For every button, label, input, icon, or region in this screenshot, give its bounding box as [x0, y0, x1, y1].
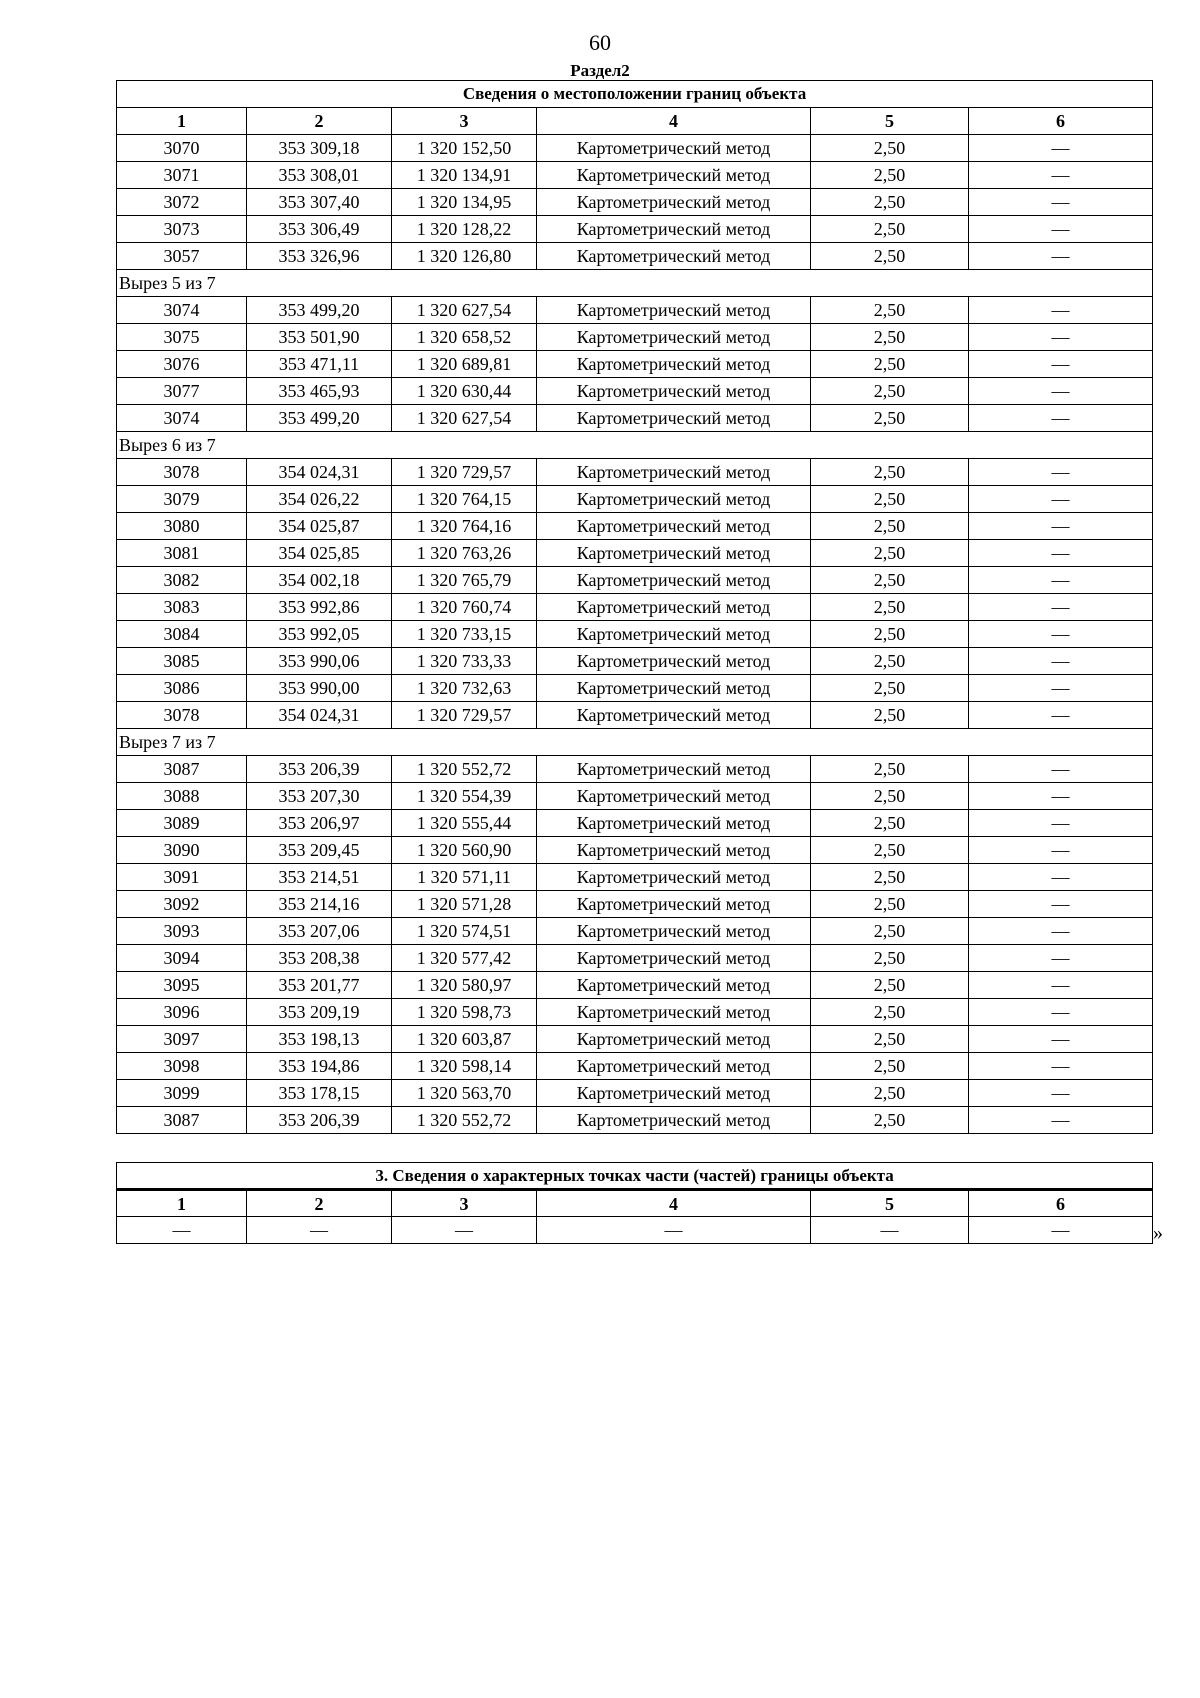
table-cell: 1 320 764,16 [392, 513, 537, 540]
table-row [117, 567, 1153, 594]
table-cell: — [969, 783, 1153, 810]
table-cell: 1 320 574,51 [392, 918, 537, 945]
table-cell: 1 320 577,42 [392, 945, 537, 972]
table-cell: 2,50 [811, 675, 969, 702]
table-cell: 2,50 [811, 162, 969, 189]
column-header: 5 [811, 108, 969, 135]
table-cell: 1 320 598,14 [392, 1053, 537, 1080]
table-cell: 2,50 [811, 567, 969, 594]
table-cell: 3074 [117, 297, 247, 324]
table-cell: Картометрический метод [537, 999, 811, 1026]
table-cell: 3085 [117, 648, 247, 675]
table-cell: Картометрический метод [537, 837, 811, 864]
table-cell: — [969, 162, 1153, 189]
table-row [117, 594, 1153, 621]
table-cell: 3080 [117, 513, 247, 540]
cutout-label-row [117, 729, 1153, 756]
table-cell: — [969, 486, 1153, 513]
table-row [117, 459, 1153, 486]
table-cell: 353 326,96 [247, 243, 392, 270]
table-cell: Картометрический метод [537, 945, 811, 972]
table-cell: 1 320 128,22 [392, 216, 537, 243]
cutout-label-row [117, 432, 1153, 459]
table-row [117, 972, 1153, 999]
table-cell: Картометрический метод [537, 810, 811, 837]
table-cell: Картометрический метод [537, 594, 811, 621]
table-cell: Картометрический метод [537, 648, 811, 675]
table-cell: 3072 [117, 189, 247, 216]
table-cell: 3096 [117, 999, 247, 1026]
table-cell: 1 320 552,72 [392, 756, 537, 783]
table-cell: — [969, 189, 1153, 216]
table-cell: 3091 [117, 864, 247, 891]
table-cell: 354 025,85 [247, 540, 392, 567]
table-cell: — [969, 999, 1153, 1026]
table-cell: 3057 [117, 243, 247, 270]
table-cell: 1 320 152,50 [392, 135, 537, 162]
table-row [117, 756, 1153, 783]
table-cell: 2,50 [811, 972, 969, 999]
table-cell: 3087 [117, 1107, 247, 1134]
table-cell: 353 306,49 [247, 216, 392, 243]
table-cell: 1 320 658,52 [392, 324, 537, 351]
table-cell: 353 207,06 [247, 918, 392, 945]
table-cell: 353 499,20 [247, 405, 392, 432]
table-cell: 3082 [117, 567, 247, 594]
table-title: 3. Сведения о характерных точках части (частей) границы объекта [117, 1163, 1153, 1190]
table-cell: 1 320 126,80 [392, 243, 537, 270]
table-row [117, 486, 1153, 513]
table-cell: — [969, 297, 1153, 324]
column-header: 1 [117, 108, 247, 135]
table-cell: — [969, 918, 1153, 945]
table-cell: 3077 [117, 378, 247, 405]
table-cell: 2,50 [811, 378, 969, 405]
table-cell: 1 320 571,11 [392, 864, 537, 891]
table-cell: 1 320 552,72 [392, 1107, 537, 1134]
table-cell: 2,50 [811, 864, 969, 891]
table-cell: 1 320 555,44 [392, 810, 537, 837]
table-cell: 3086 [117, 675, 247, 702]
table-cell: 2,50 [811, 540, 969, 567]
table-cell: — [969, 135, 1153, 162]
table-cell: Картометрический метод [537, 378, 811, 405]
table-cell: — [969, 540, 1153, 567]
table-row [117, 189, 1153, 216]
table-cell: Картометрический метод [537, 621, 811, 648]
table-cell: 353 214,16 [247, 891, 392, 918]
table-cell: — [969, 594, 1153, 621]
table-cell: 3083 [117, 594, 247, 621]
table-cell: 353 201,77 [247, 972, 392, 999]
table-cell: 1 320 760,74 [392, 594, 537, 621]
table-cell: 2,50 [811, 621, 969, 648]
table-cell: Картометрический метод [537, 189, 811, 216]
table-cell: — [969, 459, 1153, 486]
table-row [117, 621, 1153, 648]
table-cell: — [811, 1217, 969, 1244]
table-cell: — [969, 243, 1153, 270]
table-row [117, 1217, 1153, 1244]
table-row [117, 513, 1153, 540]
table-cell: 1 320 764,15 [392, 486, 537, 513]
column-header: 4 [537, 1190, 811, 1217]
table-cell: 2,50 [811, 837, 969, 864]
table-cell: — [969, 567, 1153, 594]
table-cell: 2,50 [811, 891, 969, 918]
table-cell: 3075 [117, 324, 247, 351]
table-cell: 2,50 [811, 1053, 969, 1080]
table-cell: 3081 [117, 540, 247, 567]
table-cell: Картометрический метод [537, 405, 811, 432]
table-cell: 3079 [117, 486, 247, 513]
table-row [117, 324, 1153, 351]
table-cell: — [969, 621, 1153, 648]
table-title: Сведения о местоположении границ объекта [117, 81, 1153, 108]
table-cell: 353 206,39 [247, 1107, 392, 1134]
table-cell: 353 992,86 [247, 594, 392, 621]
table-cell: 353 207,30 [247, 783, 392, 810]
table-cell: 1 320 563,70 [392, 1080, 537, 1107]
table-cell: 1 320 580,97 [392, 972, 537, 999]
boundary-location-table [116, 80, 1153, 1134]
table-cell: — [969, 378, 1153, 405]
table-cell: 2,50 [811, 1026, 969, 1053]
closing-quote: » [1153, 1222, 1163, 1244]
table-cell: Картометрический метод [537, 1053, 811, 1080]
table-cell: 353 309,18 [247, 135, 392, 162]
cutout-label: Вырез 6 из 7 [117, 432, 1153, 459]
table-row [117, 648, 1153, 675]
table-cell: 3078 [117, 702, 247, 729]
table-cell: 3084 [117, 621, 247, 648]
table-cell: 2,50 [811, 999, 969, 1026]
table-cell: Картометрический метод [537, 459, 811, 486]
table-cell: 2,50 [811, 486, 969, 513]
table-cell: 2,50 [811, 1080, 969, 1107]
table-cell: — [247, 1217, 392, 1244]
table-cell: 354 026,22 [247, 486, 392, 513]
table-cell: 353 308,01 [247, 162, 392, 189]
table-cell: 3090 [117, 837, 247, 864]
table-cell: 2,50 [811, 216, 969, 243]
table-cell: 3088 [117, 783, 247, 810]
table-cell: — [537, 1217, 811, 1244]
table-cell: 2,50 [811, 702, 969, 729]
table-cell: 1 320 627,54 [392, 297, 537, 324]
table-cell: 353 465,93 [247, 378, 392, 405]
table-cell: 1 320 729,57 [392, 702, 537, 729]
table-cell: 1 320 689,81 [392, 351, 537, 378]
table-row [117, 1053, 1153, 1080]
table-cell: 2,50 [811, 135, 969, 162]
table-cell: Картометрический метод [537, 540, 811, 567]
table-row [117, 783, 1153, 810]
table-cell: 1 320 627,54 [392, 405, 537, 432]
table-cell: 1 320 571,28 [392, 891, 537, 918]
table-cell: — [969, 1053, 1153, 1080]
table-cell: Картометрический метод [537, 486, 811, 513]
table-cell: 354 024,31 [247, 702, 392, 729]
table-cell: Картометрический метод [537, 918, 811, 945]
table-cell: 2,50 [811, 810, 969, 837]
table-cell: 1 320 630,44 [392, 378, 537, 405]
cutout-label: Вырез 5 из 7 [117, 270, 1153, 297]
column-header: 5 [811, 1190, 969, 1217]
table-cell: Картометрический метод [537, 216, 811, 243]
column-header: 3 [392, 1190, 537, 1217]
table-cell: 353 471,11 [247, 351, 392, 378]
table-cell: 2,50 [811, 945, 969, 972]
table-cell: 1 320 560,90 [392, 837, 537, 864]
table-cell: 353 214,51 [247, 864, 392, 891]
table-row [117, 891, 1153, 918]
table-row [117, 999, 1153, 1026]
table-row [117, 135, 1153, 162]
table-cell: 353 499,20 [247, 297, 392, 324]
table-cell: 353 206,97 [247, 810, 392, 837]
table-cell: 1 320 733,33 [392, 648, 537, 675]
table-cell: 3099 [117, 1080, 247, 1107]
table-cell: 3093 [117, 918, 247, 945]
table-cell: 2,50 [811, 351, 969, 378]
table-cell: 353 307,40 [247, 189, 392, 216]
table-cell: 354 024,31 [247, 459, 392, 486]
column-header: 1 [117, 1190, 247, 1217]
column-header: 6 [969, 1190, 1153, 1217]
table-cell: 354 002,18 [247, 567, 392, 594]
table-cell: — [392, 1217, 537, 1244]
table-row [117, 297, 1153, 324]
table-row [117, 351, 1153, 378]
table-cell: 1 320 733,15 [392, 621, 537, 648]
table-cell: 2,50 [811, 297, 969, 324]
table-cell: Картометрический метод [537, 702, 811, 729]
table-cell: 3094 [117, 945, 247, 972]
table-cell: Картометрический метод [537, 756, 811, 783]
table-row [117, 837, 1153, 864]
table-cell: Картометрический метод [537, 135, 811, 162]
table-row [117, 243, 1153, 270]
table-cell: 1 320 732,63 [392, 675, 537, 702]
table-cell: 353 208,38 [247, 945, 392, 972]
table-row [117, 864, 1153, 891]
table-cell: 1 320 603,87 [392, 1026, 537, 1053]
table-cell: Картометрический метод [537, 891, 811, 918]
table-cell: — [969, 891, 1153, 918]
table-cell: 2,50 [811, 324, 969, 351]
table-cell: 353 178,15 [247, 1080, 392, 1107]
table-cell: Картометрический метод [537, 675, 811, 702]
table-row [117, 162, 1153, 189]
table-cell: 353 198,13 [247, 1026, 392, 1053]
table-cell: 353 992,05 [247, 621, 392, 648]
table-cell: Картометрический метод [537, 1026, 811, 1053]
table-row [117, 1026, 1153, 1053]
table-cell: 3092 [117, 891, 247, 918]
table-cell: 3089 [117, 810, 247, 837]
table-cell: — [969, 324, 1153, 351]
table-cell: — [117, 1217, 247, 1244]
table-cell: 2,50 [811, 783, 969, 810]
table-cell: 1 320 765,79 [392, 567, 537, 594]
table-cell: — [969, 1217, 1153, 1244]
table-row [117, 378, 1153, 405]
table-cell: Картометрический метод [537, 783, 811, 810]
table-cell: 2,50 [811, 918, 969, 945]
table-row [117, 405, 1153, 432]
table-cell: 2,50 [811, 513, 969, 540]
part-boundary-points-table [116, 1162, 1153, 1244]
column-header: 6 [969, 108, 1153, 135]
table-cell: 3098 [117, 1053, 247, 1080]
table-cell: 354 025,87 [247, 513, 392, 540]
table-cell: Картометрический метод [537, 567, 811, 594]
table-cell: 353 209,19 [247, 999, 392, 1026]
table-cell: — [969, 351, 1153, 378]
table-cell: — [969, 648, 1153, 675]
table-cell: Картометрический метод [537, 297, 811, 324]
table-cell: 2,50 [811, 648, 969, 675]
table-cell: Картометрический метод [537, 1107, 811, 1134]
table-cell: 2,50 [811, 459, 969, 486]
table-cell: 353 501,90 [247, 324, 392, 351]
table-cell: Картометрический метод [537, 972, 811, 999]
table-cell: Картометрический метод [537, 243, 811, 270]
cutout-label-row [117, 270, 1153, 297]
table-cell: 3095 [117, 972, 247, 999]
table-cell: 1 320 554,39 [392, 783, 537, 810]
table-cell: 2,50 [811, 594, 969, 621]
table-cell: 353 194,86 [247, 1053, 392, 1080]
table-cell: 353 209,45 [247, 837, 392, 864]
table-row [117, 675, 1153, 702]
table-cell: Картометрический метод [537, 864, 811, 891]
table-cell: 2,50 [811, 405, 969, 432]
table-cell: — [969, 216, 1153, 243]
table-cell: Картометрический метод [537, 513, 811, 540]
table-cell: 1 320 763,26 [392, 540, 537, 567]
table-row [117, 1080, 1153, 1107]
table-cell: 353 990,06 [247, 648, 392, 675]
table-row [117, 702, 1153, 729]
table-cell: 3070 [117, 135, 247, 162]
table-row [117, 216, 1153, 243]
table-row [117, 918, 1153, 945]
table-cell: — [969, 702, 1153, 729]
table-cell: 1 320 134,91 [392, 162, 537, 189]
table-cell: 353 990,00 [247, 675, 392, 702]
table-row [117, 810, 1153, 837]
table-cell: Картометрический метод [537, 162, 811, 189]
table-row [117, 540, 1153, 567]
table-cell: 3087 [117, 756, 247, 783]
section-title: Раздел2 [570, 61, 630, 80]
table-cell: 1 320 134,95 [392, 189, 537, 216]
table-cell: Картометрический метод [537, 351, 811, 378]
table-cell: 3076 [117, 351, 247, 378]
table-cell: 2,50 [811, 189, 969, 216]
table-cell: — [969, 972, 1153, 999]
column-header: 2 [247, 108, 392, 135]
table-row [117, 1107, 1153, 1134]
table-cell: — [969, 675, 1153, 702]
table-row [117, 945, 1153, 972]
table-cell: — [969, 810, 1153, 837]
table-cell: 2,50 [811, 756, 969, 783]
table-cell: — [969, 837, 1153, 864]
table-cell: — [969, 756, 1153, 783]
page-number: 60 [589, 30, 611, 55]
table-cell: — [969, 1080, 1153, 1107]
table-cell: 1 320 598,73 [392, 999, 537, 1026]
table-cell: 3097 [117, 1026, 247, 1053]
table-cell: — [969, 405, 1153, 432]
column-header: 3 [392, 108, 537, 135]
table-cell: 353 206,39 [247, 756, 392, 783]
table-cell: — [969, 864, 1153, 891]
table-cell: — [969, 945, 1153, 972]
cutout-label: Вырез 7 из 7 [117, 729, 1153, 756]
table-cell: 2,50 [811, 1107, 969, 1134]
column-header: 4 [537, 108, 811, 135]
table-cell: — [969, 513, 1153, 540]
table-cell: Картометрический метод [537, 324, 811, 351]
column-header: 2 [247, 1190, 392, 1217]
table-cell: 2,50 [811, 243, 969, 270]
table-cell: 3078 [117, 459, 247, 486]
table-cell: 3071 [117, 162, 247, 189]
table-cell: 3074 [117, 405, 247, 432]
table-cell: 1 320 729,57 [392, 459, 537, 486]
table-cell: Картометрический метод [537, 1080, 811, 1107]
table-cell: — [969, 1107, 1153, 1134]
table-cell: 3073 [117, 216, 247, 243]
table-cell: — [969, 1026, 1153, 1053]
